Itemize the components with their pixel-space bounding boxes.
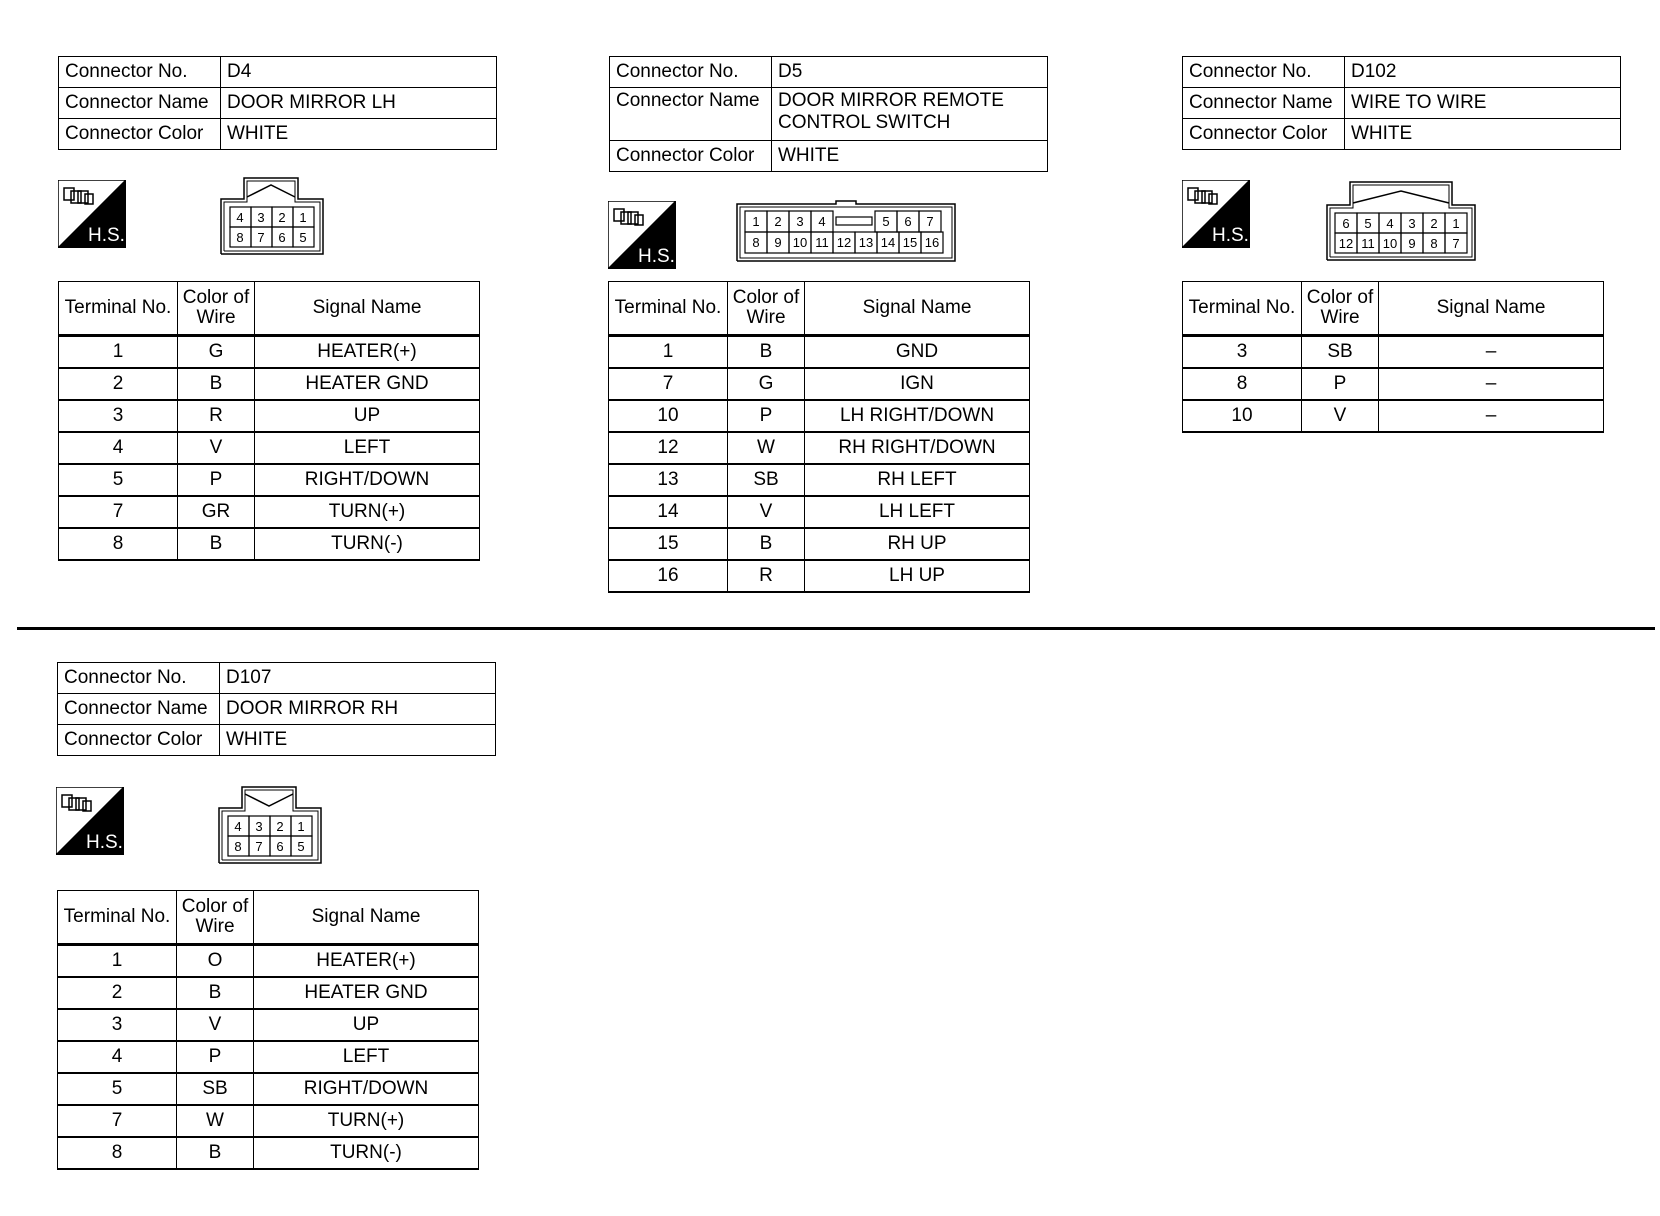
connector-name-label: Connector Name xyxy=(58,694,220,725)
table-row: 2 B HEATER GND xyxy=(59,368,480,400)
pin-label: 2 xyxy=(774,214,782,229)
hs-text: H.S. xyxy=(86,832,123,853)
connector-color-value: WHITE xyxy=(220,725,496,756)
pin-label: 11 xyxy=(1361,236,1375,251)
connector-name-label: Connector Name xyxy=(1183,88,1345,119)
connector-d102-section xyxy=(1182,56,1621,150)
pin-label: 4 xyxy=(818,214,826,229)
connector-name-value: DOOR MIRROR LH xyxy=(221,88,497,119)
table-row: 7 G IGN xyxy=(609,368,1030,400)
pin-label: 5 xyxy=(882,214,890,229)
pin-label: 8 xyxy=(236,230,244,245)
connector-face-diagram xyxy=(736,200,956,262)
pin-label: 1 xyxy=(752,214,760,229)
pin-label: 11 xyxy=(815,235,829,250)
connector-name-value: WIRE TO WIRE xyxy=(1345,88,1621,119)
pin-label: 14 xyxy=(880,235,896,250)
connector-no-value: D102 xyxy=(1345,57,1621,88)
table-row: 1 B GND xyxy=(609,336,1030,369)
table-row: 1 O HEATER(+) xyxy=(58,945,479,978)
connector-name-value: DOOR MIRROR REMOTE CONTROL SWITCH xyxy=(772,88,1048,141)
pin-label: 2 xyxy=(1430,216,1438,231)
connector-no-label: Connector No. xyxy=(1183,57,1345,88)
pin-label: 3 xyxy=(1408,216,1416,231)
connector-d5-section xyxy=(609,56,1048,172)
pin-label: 12 xyxy=(836,235,852,250)
harness-side-icon xyxy=(608,201,676,269)
terminal-no-header: Terminal No. xyxy=(1183,282,1302,336)
pin-label: 5 xyxy=(297,839,305,854)
table-row: 8 P – xyxy=(1183,368,1604,400)
pin-label: 5 xyxy=(299,230,307,245)
signal-name-header: Signal Name xyxy=(255,282,480,336)
pin-label: 3 xyxy=(796,214,804,229)
table-row: 3 SB – xyxy=(1183,336,1604,369)
terminal-table xyxy=(57,890,479,1170)
table-row: 15 B RH UP xyxy=(609,528,1030,560)
connector-no-value: D107 xyxy=(220,663,496,694)
pin-label: 6 xyxy=(904,214,912,229)
connector-info-table xyxy=(609,56,1048,172)
pin-label: 6 xyxy=(276,839,284,854)
pin-label: 4 xyxy=(236,210,244,225)
harness-side-icon xyxy=(1182,180,1250,248)
pin-label: 7 xyxy=(1452,236,1460,251)
pin-label: 1 xyxy=(297,819,305,834)
pin-label: 4 xyxy=(1386,216,1394,231)
table-row: 7 GR TURN(+) xyxy=(59,496,480,528)
wire-color-header: Color of Wire xyxy=(178,282,255,336)
pin-label: 9 xyxy=(774,235,782,250)
connector-face-diagram xyxy=(1326,181,1476,261)
terminal-table-d102-wrap xyxy=(1182,281,1604,433)
connector-info-table xyxy=(58,56,497,150)
connector-no-label: Connector No. xyxy=(58,663,220,694)
terminal-table xyxy=(1182,281,1604,433)
pin-label: 7 xyxy=(255,839,263,854)
section-divider xyxy=(17,627,1655,630)
harness-side-icon xyxy=(56,787,124,855)
table-row: 8 B TURN(-) xyxy=(59,528,480,560)
pin-label: 10 xyxy=(792,235,808,250)
pin-label: 12 xyxy=(1338,236,1354,251)
terminal-table xyxy=(58,281,480,561)
terminal-table-d107-wrap xyxy=(57,890,479,1170)
connector-color-value: WHITE xyxy=(772,141,1048,172)
connector-name-label: Connector Name xyxy=(59,88,221,119)
connector-no-label: Connector No. xyxy=(59,57,221,88)
table-row: 16 R LH UP xyxy=(609,560,1030,592)
terminal-no-header: Terminal No. xyxy=(58,891,177,945)
pin-label: 3 xyxy=(255,819,263,834)
connector-name-label: Connector Name xyxy=(610,88,772,141)
connector-face-diagram xyxy=(220,177,324,255)
table-row: 13 SB RH LEFT xyxy=(609,464,1030,496)
pin-label: 2 xyxy=(276,819,284,834)
table-row: 3 R UP xyxy=(59,400,480,432)
pin-label: 6 xyxy=(1342,216,1350,231)
hs-text: H.S. xyxy=(1212,225,1249,246)
connector-d4-section xyxy=(58,56,497,150)
pin-label: 13 xyxy=(858,235,874,250)
wire-color-header: Color of Wire xyxy=(1302,282,1379,336)
pin-label: 8 xyxy=(752,235,760,250)
connector-no-label: Connector No. xyxy=(610,57,772,88)
pin-label: 5 xyxy=(1364,216,1372,231)
table-row: 2 B HEATER GND xyxy=(58,977,479,1009)
connector-color-label: Connector Color xyxy=(610,141,772,172)
connector-no-value: D5 xyxy=(772,57,1048,88)
signal-name-header: Signal Name xyxy=(805,282,1030,336)
connector-no-value: D4 xyxy=(221,57,497,88)
table-row: 14 V LH LEFT xyxy=(609,496,1030,528)
pin-label: 9 xyxy=(1408,236,1416,251)
signal-name-header: Signal Name xyxy=(254,891,479,945)
connector-color-label: Connector Color xyxy=(1183,119,1345,150)
connector-d107-section xyxy=(57,662,496,756)
pin-label: 1 xyxy=(1452,216,1460,231)
terminal-table-d5-wrap xyxy=(608,281,1030,593)
pin-label: 4 xyxy=(234,819,242,834)
pin-label: 8 xyxy=(234,839,242,854)
terminal-table-d4-wrap xyxy=(58,281,480,561)
connector-color-label: Connector Color xyxy=(59,119,221,150)
hs-text: H.S. xyxy=(88,225,125,246)
wire-color-header: Color of Wire xyxy=(728,282,805,336)
pin-label: 3 xyxy=(257,210,265,225)
harness-side-icon xyxy=(58,180,126,248)
table-row: 7 W TURN(+) xyxy=(58,1105,479,1137)
hs-text: H.S. xyxy=(638,246,675,267)
pin-label: 2 xyxy=(278,210,286,225)
table-row: 10 V – xyxy=(1183,400,1604,432)
connector-color-value: WHITE xyxy=(221,119,497,150)
table-row: 3 V UP xyxy=(58,1009,479,1041)
table-row: 5 P RIGHT/DOWN xyxy=(59,464,480,496)
pin-label: 1 xyxy=(299,210,307,225)
connector-name-value: DOOR MIRROR RH xyxy=(220,694,496,725)
table-row: 1 G HEATER(+) xyxy=(59,336,480,369)
signal-name-header: Signal Name xyxy=(1379,282,1604,336)
terminal-no-header: Terminal No. xyxy=(609,282,728,336)
wire-color-header: Color of Wire xyxy=(177,891,254,945)
table-row: 4 P LEFT xyxy=(58,1041,479,1073)
connector-info-table xyxy=(1182,56,1621,150)
pin-label: 16 xyxy=(924,235,940,250)
pin-label: 8 xyxy=(1430,236,1438,251)
connector-info-table xyxy=(57,662,496,756)
connector-face-diagram xyxy=(218,786,322,864)
table-row: 8 B TURN(-) xyxy=(58,1137,479,1169)
terminal-no-header: Terminal No. xyxy=(59,282,178,336)
pin-label: 10 xyxy=(1382,236,1398,251)
connector-color-value: WHITE xyxy=(1345,119,1621,150)
table-row: 12 W RH RIGHT/DOWN xyxy=(609,432,1030,464)
pin-label: 6 xyxy=(278,230,286,245)
table-row: 4 V LEFT xyxy=(59,432,480,464)
table-row: 10 P LH RIGHT/DOWN xyxy=(609,400,1030,432)
pin-label: 15 xyxy=(902,235,918,250)
connector-color-label: Connector Color xyxy=(58,725,220,756)
pin-label: 7 xyxy=(257,230,265,245)
terminal-table xyxy=(608,281,1030,593)
table-row: 5 SB RIGHT/DOWN xyxy=(58,1073,479,1105)
pin-label: 7 xyxy=(926,214,934,229)
